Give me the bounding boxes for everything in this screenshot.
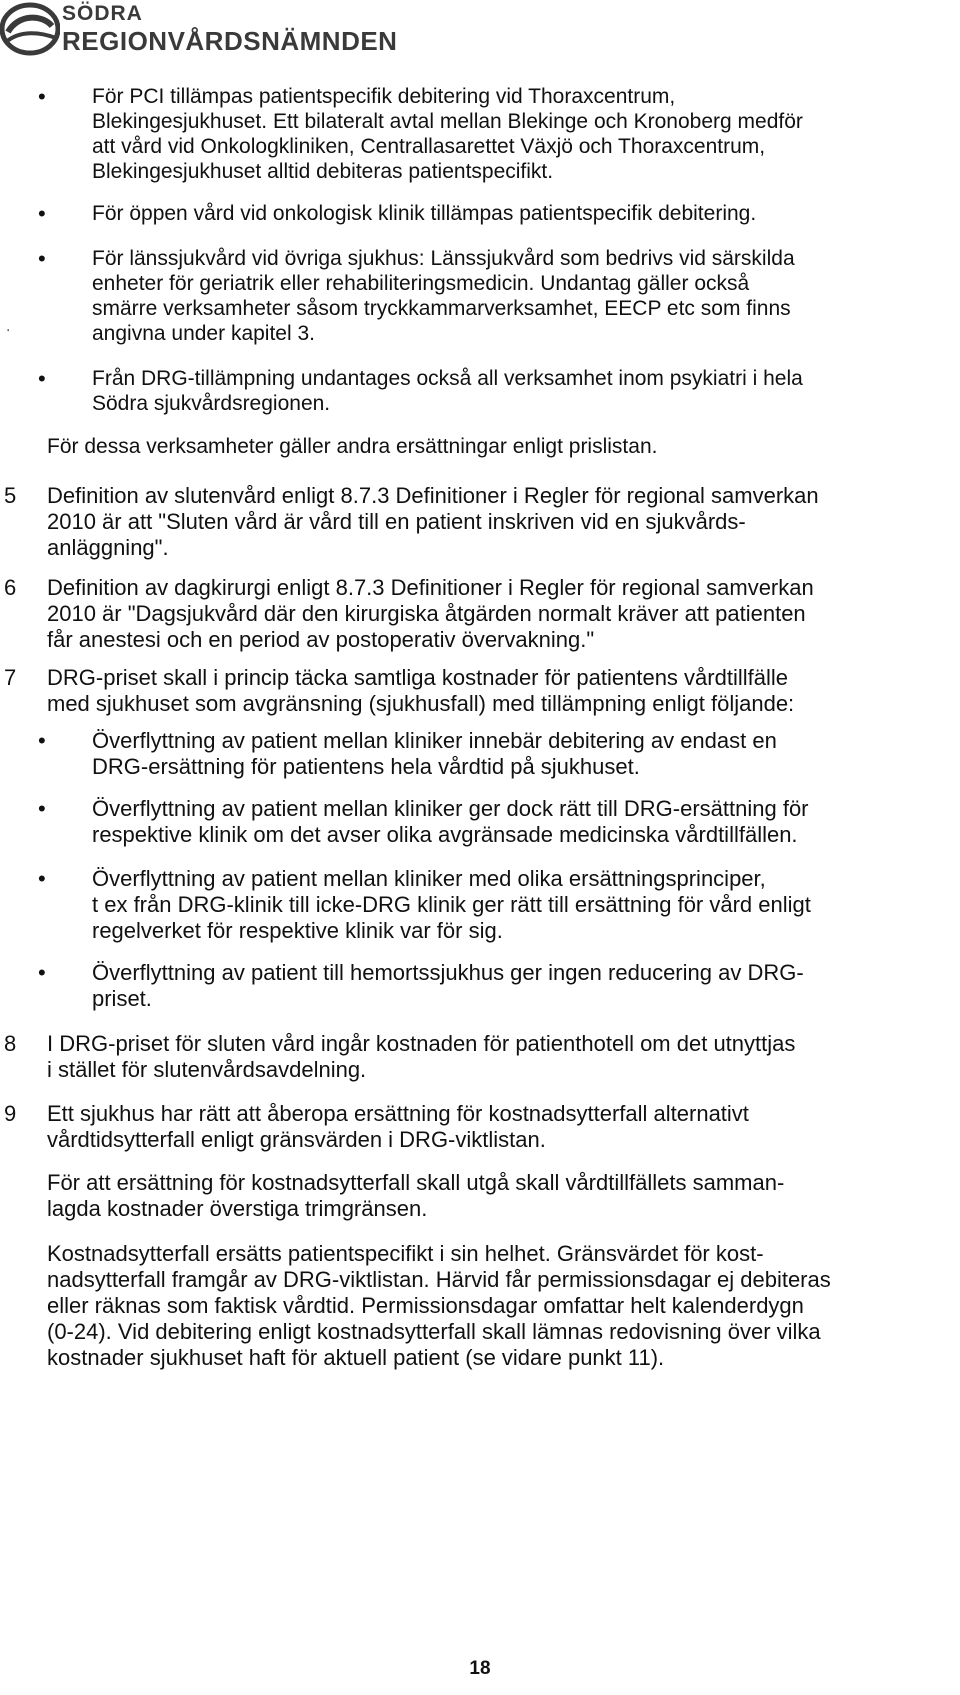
- text-line: Ett sjukhus har rätt att åberopa ersättning för kostnadsytterfall alternativt: [47, 1101, 749, 1126]
- bullet-icon: •: [38, 866, 46, 891]
- bullet-icon: •: [38, 728, 46, 753]
- text-line: lagda kostnader överstiga trimgränsen.: [47, 1196, 428, 1221]
- section-text: [47, 575, 947, 653]
- bullet-icon: •: [38, 84, 46, 109]
- text-line: Från DRG-tillämpning undantages också all verksamhet inom psykiatri i hela: [92, 367, 803, 390]
- text-line: angivna under kapitel 3.: [92, 322, 315, 345]
- list-item-text: [92, 960, 960, 1012]
- text-line: kostnader sjukhuset haft för aktuell patient (se vidare punkt 11).: [47, 1345, 665, 1370]
- text-line: Södra sjukvårdsregionen.: [92, 392, 331, 415]
- list-item-text: [92, 246, 960, 346]
- text-line: enheter för geriatrik eller rehabiliteringsmedicin. Undantag gäller också: [92, 272, 750, 295]
- bullet-icon: •: [38, 796, 46, 821]
- text-line: Blekingesjukhuset. Ett bilateralt avtal mellan Blekinge och Kronoberg medför: [92, 110, 803, 133]
- text-line: För att ersättning för kostnadsytterfall skall utgå skall vårdtillfällets samman-: [47, 1170, 785, 1195]
- text-line: Kostnadsytterfall ersätts patientspecifikt i sin helhet. Gränsvärdet för kost-: [47, 1241, 764, 1266]
- list-item-text: [92, 866, 960, 944]
- bullet-icon: •: [38, 246, 46, 271]
- text-line: 2010 är att "Sluten vård är vård till en patient inskriven vid en sjukvårds-: [47, 509, 746, 534]
- paragraph: [47, 1241, 947, 1371]
- text-line: i stället för slutenvårdsavdelning.: [47, 1057, 367, 1082]
- text-line: Överflyttning av patient till hemortssjukhus ger ingen reducering av DRG-: [92, 960, 804, 985]
- section-number: 6: [4, 575, 17, 600]
- text-line: anläggning".: [47, 535, 169, 560]
- text-line: I DRG-priset för sluten vård ingår kostnaden för patienthotell om det utnyttjas: [47, 1031, 796, 1056]
- text-line: För PCI tillämpas patientspecifik debitering vid Thoraxcentrum,: [92, 85, 676, 108]
- bullet-icon: •: [38, 960, 46, 985]
- text-line: 2010 är "Dagsjukvård där den kirurgiska åtgärden normalt kräver att patienten: [47, 601, 806, 626]
- section-text: [47, 665, 947, 717]
- text-line: Överflyttning av patient mellan kliniker med olika ersättningsprinciper,: [92, 866, 766, 891]
- text-line: med sjukhuset som avgränsning (sjukhusfall) med tillämpning enligt följande:: [47, 691, 795, 716]
- text-line: eller räknas som faktisk vårdtid. Permissionsdagar omfattar helt kalenderdygn: [47, 1293, 804, 1318]
- text-line: regelverket för respektive klinik var för sig.: [92, 918, 503, 943]
- text-line: Blekingesjukhuset alltid debiteras patientspecifikt.: [92, 160, 554, 183]
- text-line: nadsytterfall framgår av DRG-viktlistan. Härvid får permissionsdagar ej debiteras: [47, 1267, 831, 1292]
- text-line: t ex från DRG-klinik till icke-DRG klinik ger rätt till ersättning för vård enligt: [92, 892, 811, 917]
- section-number: 5: [4, 483, 17, 508]
- text-line: att vård vid Onkologkliniken, Centrallasarettet Växjö och Thoraxcentrum,: [92, 135, 766, 158]
- text-line: För öppen vård vid onkologisk klinik tillämpas patientspecifik debitering.: [92, 202, 757, 225]
- text-line: Definition av slutenvård enligt 8.7.3 Definitioner i Regler för regional samverkan: [47, 483, 819, 508]
- text-line: (0-24). Vid debitering enligt kostnadsytterfall skall lämnas redovisning över vilka: [47, 1319, 821, 1344]
- text-line: Definition av dagkirurgi enligt 8.7.3 Definitioner i Regler för regional samverkan: [47, 575, 814, 600]
- section-number: 9: [4, 1101, 17, 1126]
- org-logo: [0, 0, 420, 60]
- text-line: DRG-priset skall i princip täcka samtliga kostnader för patientens vårdtillfälle: [47, 665, 788, 690]
- logo-org-top: SÖDRA: [62, 2, 143, 25]
- text-line: För länssjukvård vid övriga sjukhus: Länssjukvård som bedrivs vid särskilda: [92, 247, 795, 270]
- page-number: 18: [469, 1658, 491, 1679]
- bullet-icon: •: [38, 366, 46, 391]
- bullet-icon: •: [38, 201, 46, 226]
- section-number: 7: [4, 665, 17, 690]
- list-item-text: [92, 201, 960, 226]
- text-line: DRG-ersättning för patientens hela vårdtid på sjukhuset.: [92, 754, 640, 779]
- section-text: [47, 1101, 947, 1153]
- sodra-logo-icon: [0, 2, 60, 56]
- logo-org-bottom: REGIONVÅRDSNÄMNDEN: [62, 26, 398, 56]
- list-item-text: [92, 728, 960, 780]
- text-line: Överflyttning av patient mellan kliniker ger dock rätt till DRG-ersättning för: [92, 796, 809, 821]
- list-item-text: [92, 796, 960, 848]
- section-text: [47, 483, 947, 561]
- stray-mark: .: [6, 318, 11, 335]
- text-line: respektive klinik om det avser olika avgränsade medicinska vårdtillfällen.: [92, 822, 798, 847]
- text-line: får anestesi och en period av postoperativ övervakning.": [47, 627, 595, 652]
- section-number: 8: [4, 1031, 17, 1056]
- note-paragraph: För dessa verksamheter gäller andra ersättningar enligt prislistan.: [47, 435, 658, 458]
- list-item-text: [92, 84, 960, 184]
- text-line: priset.: [92, 986, 152, 1011]
- text-line: smärre verksamheter såsom tryckkammarverksamhet, EECP etc som finns: [92, 297, 791, 320]
- text-line: vårdtidsytterfall enligt gränsvärden i DRG-viktlistan.: [47, 1127, 546, 1152]
- list-item-text: [92, 366, 960, 416]
- section-text: [47, 1031, 947, 1083]
- text-line: Överflyttning av patient mellan kliniker innebär debitering av endast en: [92, 728, 777, 753]
- paragraph: [47, 1170, 947, 1222]
